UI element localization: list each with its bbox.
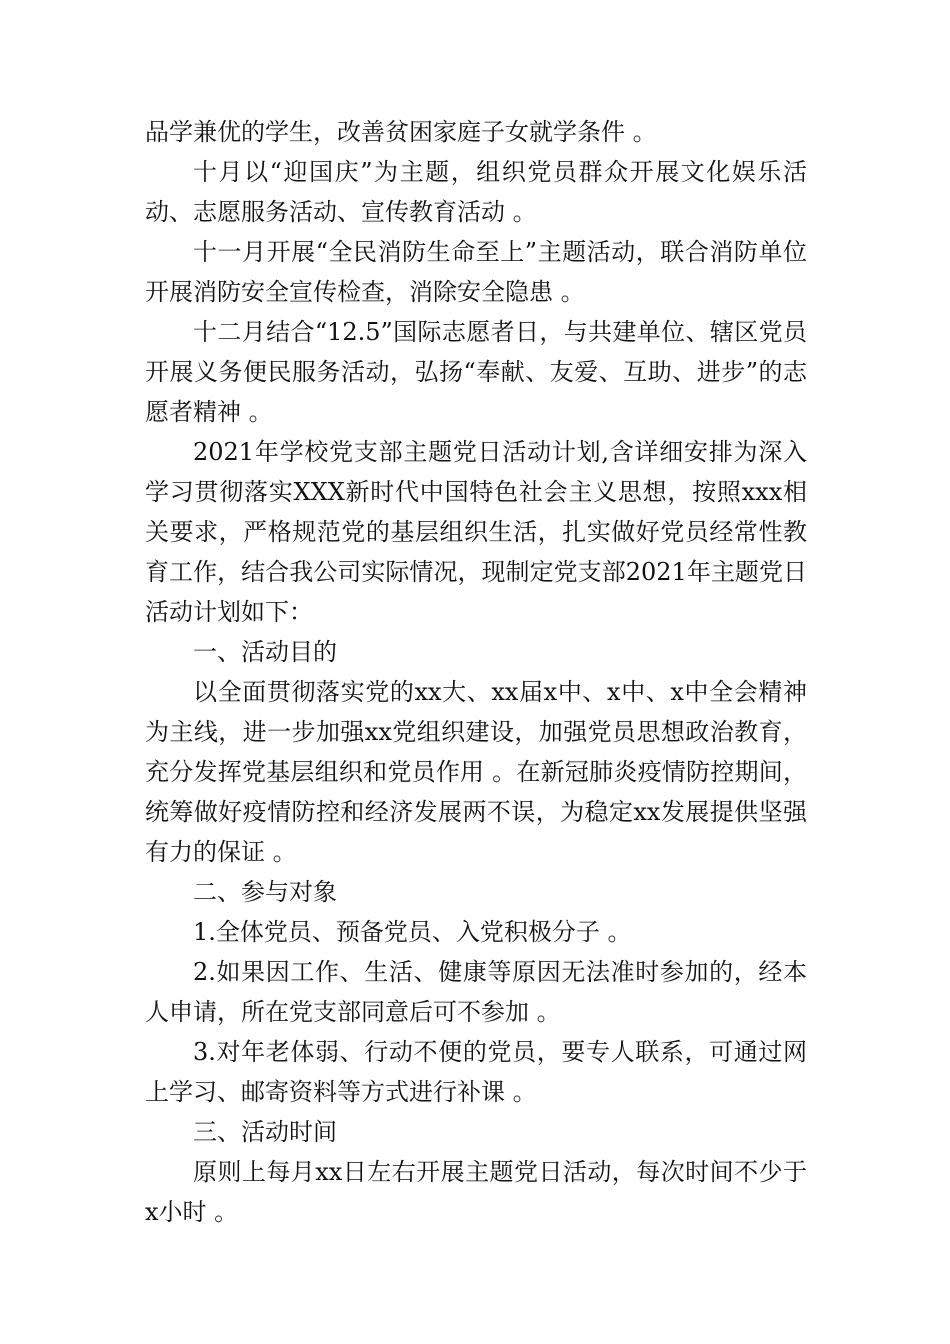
document-page	[145, 112, 807, 1232]
paragraph-activity-purpose: 以全面贯彻落实党的xx大、xx届x中、x中、x中全会精神为主线，进一步加强xx党组织建设，加强党员思想政治教育，充分发挥党基层组织和党员作用 。在新冠肺炎疫情防控期间，统筹做好疫情防控和经济发展两不误，为稳定xx发展提供坚强有力的保证 。	[145, 678, 807, 866]
heading-participants: 二、参与对象	[193, 878, 337, 906]
paragraph-november: 十一月开展“全民消防生命至上”主题活动，联合消防单位开展消防安全宣传检查，消除安全隐患 。	[145, 238, 807, 306]
list-item-participants-3: 3.对年老体弱、行动不便的党员，要专人联系，可通过网上学习、邮寄资料等方式进行补课 。	[145, 1038, 807, 1106]
list-item-participants-2: 2.如果因工作、生活、健康等原因无法准时参加的，经本人申请，所在党支部同意后可不参加 。	[145, 958, 807, 1026]
list-item-participants-1: 1.全体党员、预备党员、入党积极分子 。	[193, 918, 632, 946]
heading-activity-purpose: 一、活动目的	[193, 638, 337, 666]
heading-activity-time: 三、活动时间	[193, 1118, 337, 1146]
paragraph-continuation: 品学兼优的学生，改善贫困家庭子女就学条件 。	[145, 118, 657, 146]
paragraph-plan-intro: 2021年学校党支部主题党日活动计划,含详细安排为深入学习贯彻落实XXX新时代中国特色社会主义思想，按照xxx相关要求，严格规范党的基层组织生活，扎实做好党员经常性教育工作，结合我公司实际情况，现制定党支部2021年主题党日活动计划如下：	[145, 438, 807, 626]
paragraph-october: 十月以“迎国庆”为主题，组织党员群众开展文化娱乐活动、志愿服务活动、宣传教育活动 。	[145, 158, 807, 226]
paragraph-december: 十二月结合“12.5”国际志愿者日，与共建单位、辖区党员开展义务便民服务活动，弘扬“奉献、友爱、互助、进步”的志愿者精神 。	[145, 318, 807, 426]
paragraph-activity-time: 原则上每月xx日左右开展主题党日活动，每次时间不少于x小时 。	[145, 1158, 807, 1226]
